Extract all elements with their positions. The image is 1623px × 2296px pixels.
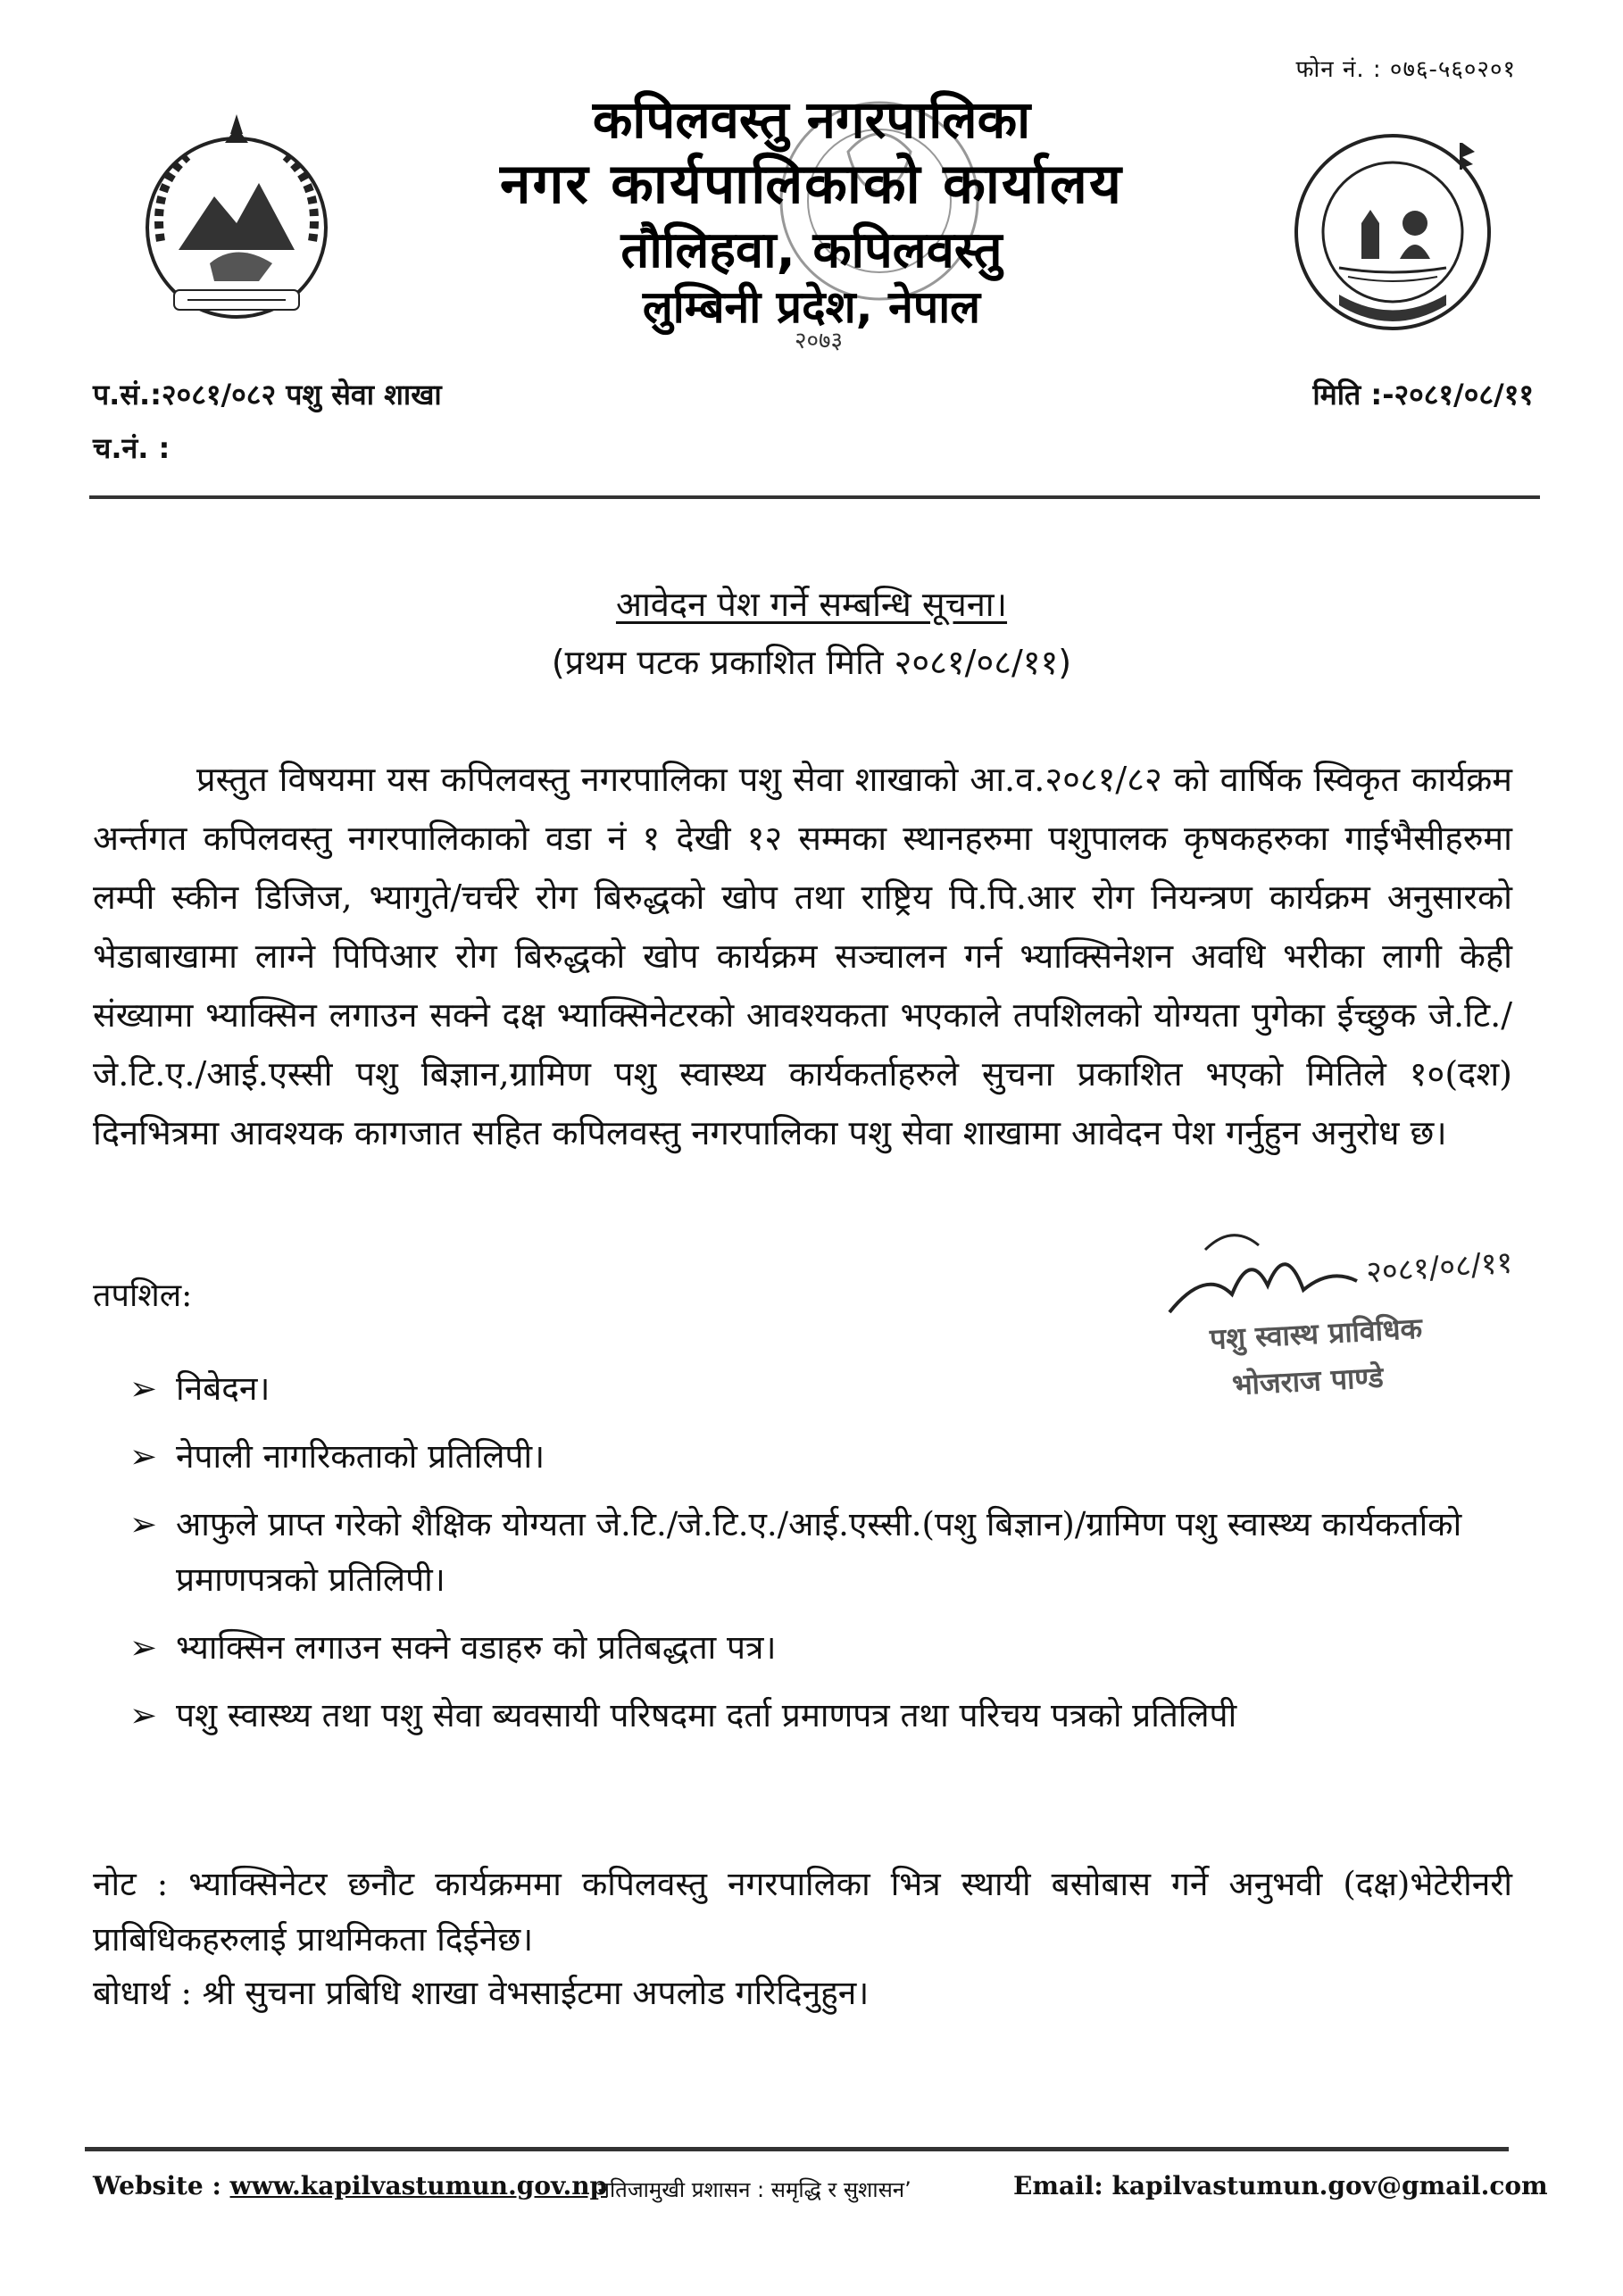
signature-date: २०८१/०८/११ bbox=[1364, 1244, 1514, 1291]
arrow-bullet-icon: ➢ bbox=[129, 1369, 158, 1408]
seal-year: २०७३ bbox=[795, 328, 844, 354]
list-item bbox=[129, 1620, 1513, 1676]
requirements-list bbox=[129, 1361, 1513, 1756]
notice-title bbox=[0, 580, 1623, 627]
arrow-bullet-icon: ➢ bbox=[129, 1437, 158, 1476]
footer-email[interactable]: Email: kapilvastumun.gov@gmail.com bbox=[1013, 2171, 1548, 2200]
letter-date: मिति :-२०८१/०८/११ bbox=[1312, 378, 1534, 412]
list-item bbox=[129, 1361, 1513, 1417]
municipality-name: कपिलवस्तु नगरपालिका bbox=[592, 89, 1031, 150]
header-divider bbox=[89, 495, 1540, 499]
arrow-bullet-icon: ➢ bbox=[129, 1696, 158, 1734]
notice-body: प्रस्तुत विषयमा यस कपिलवस्तु नगरपालिका पशु सेवा शाखाको आ.व.२०८१/८२ को वार्षिक स्विकृत कार्यक्रम अर्न्तगत कपिलवस्तु नगरपालिकाको वडा नं १ देखी १२ सम्मका स्थानहरुमा पशुपालक कृषकहरुका गाईभैसीहरुमा लम्पी स्कीन डिजिज, भ्यागुते/चर्चरे रोग बिरुद्धको खोप तथा राष्ट्रिय पि.पि.आर रोग नियन्त्रण कार्यक्रम अनुसारको भेडाबाखामा लाग्ने पिपिआर रोग बिरुद्धको खोप कार्यक्रम सञ्चालन गर्न भ्याक्सिनेशन अवधि भरीका लागी केही संख्यामा भ्याक्सिन लगाउन सक्ने दक्ष भ्याक्सिनेटरको आवश्यकता भएकाले तपशिलको योग्यता पुगेका ईच्छुक जे.टि./जे.टि.ए./आई.एस्सी पशु बिज्ञान,ग्रामिण पशु स्वास्थ्य कार्यकर्ताहरुले सुचना प्रकाशित भएको मितिले १०(दश) दिनभित्रमा आवश्यक कागजात सहित कपिलवस्तु नगरपालिका पशु सेवा शाखामा आवेदन पेश गर्नुहुन अनुरोध छ। bbox=[93, 760, 1512, 1152]
footer-website bbox=[93, 2171, 607, 2200]
arrow-bullet-icon: ➢ bbox=[129, 1628, 158, 1667]
office-location: तौलिहवा, कपिलवस्तु bbox=[620, 221, 1003, 279]
signatory-name: भोजराज पाण्डे bbox=[1231, 1360, 1385, 1402]
notice-subtitle: (प्रथम पटक प्रकाशित मिति २०८१/०८/११) bbox=[551, 643, 1072, 682]
footer-divider bbox=[85, 2147, 1509, 2151]
notice-note: नोट : भ्याक्सिनेटर छनौट कार्यक्रममा कपिलवस्तु नगरपालिका भित्र स्थायी बसोबास गर्ने अनुभवी (दक्ष)भेटेरीनरी प्राबिधिकहरुलाई प्राथमिकता दिईनेछ। bbox=[93, 1865, 1512, 1959]
province-country: लुम्बिनी प्रदेश, नेपाल bbox=[642, 281, 981, 333]
website-link[interactable]: www.kapilvastumun.gov.np bbox=[229, 2171, 608, 2200]
dispatch-number: च.नं. : bbox=[93, 431, 171, 465]
office-name: नगर कार्यपालिकाको कार्यालय bbox=[500, 151, 1123, 216]
list-item-text: नेपाली नागरिकताको प्रतिलिपी। bbox=[176, 1437, 545, 1476]
signatory-title: पशु स्वास्थ प्राविधिक bbox=[1209, 1310, 1423, 1357]
copy-to: बोधार्थ : श्री सुचना प्रबिधि शाखा वेभसाईटमा अपलोड गरिदिनुहुन। bbox=[93, 1974, 870, 2012]
list-item-text: पशु स्वास्थ्य तथा पशु सेवा ब्यवसायी परिषदमा दर्ता प्रमाणपत्र तथा परिचय पत्रको प्रतिलिपी bbox=[176, 1696, 1237, 1734]
details-label: तपशिल: bbox=[93, 1277, 193, 1314]
arrow-bullet-icon: ➢ bbox=[129, 1505, 158, 1543]
list-item-text: निबेदन। bbox=[176, 1369, 270, 1408]
notice-title-text: आवेदन पेश गर्ने सम्बन्धि सूचना। bbox=[615, 585, 1008, 624]
list-item bbox=[129, 1497, 1513, 1608]
list-item bbox=[129, 1688, 1513, 1743]
list-item-text: भ्याक्सिन लगाउन सक्ने वडाहरु को प्रतिबद्धता पत्र। bbox=[176, 1628, 777, 1667]
website-label: Website : bbox=[93, 2171, 221, 2200]
footer-slogan: ‘नतिजामुखी प्रशासन : समृद्धि र सुशासन’ bbox=[591, 2177, 911, 2202]
list-item-text: आफुले प्राप्त गरेको शैक्षिक योग्यता जे.टि./जे.टि.ए./आई.एस्सी.(पशु बिज्ञान)/ग्रामिण पशु स्वास्थ्य कार्यकर्ताको प्रमाणपत्रको प्रतिलिपी। bbox=[176, 1505, 1462, 1599]
list-item bbox=[129, 1429, 1513, 1485]
reference-number: प.सं.:२०८१/०८२ पशु सेवा शाखा bbox=[93, 378, 442, 412]
phone-number: फोन नं. : ०७६-५६०२०१ bbox=[1295, 56, 1516, 83]
